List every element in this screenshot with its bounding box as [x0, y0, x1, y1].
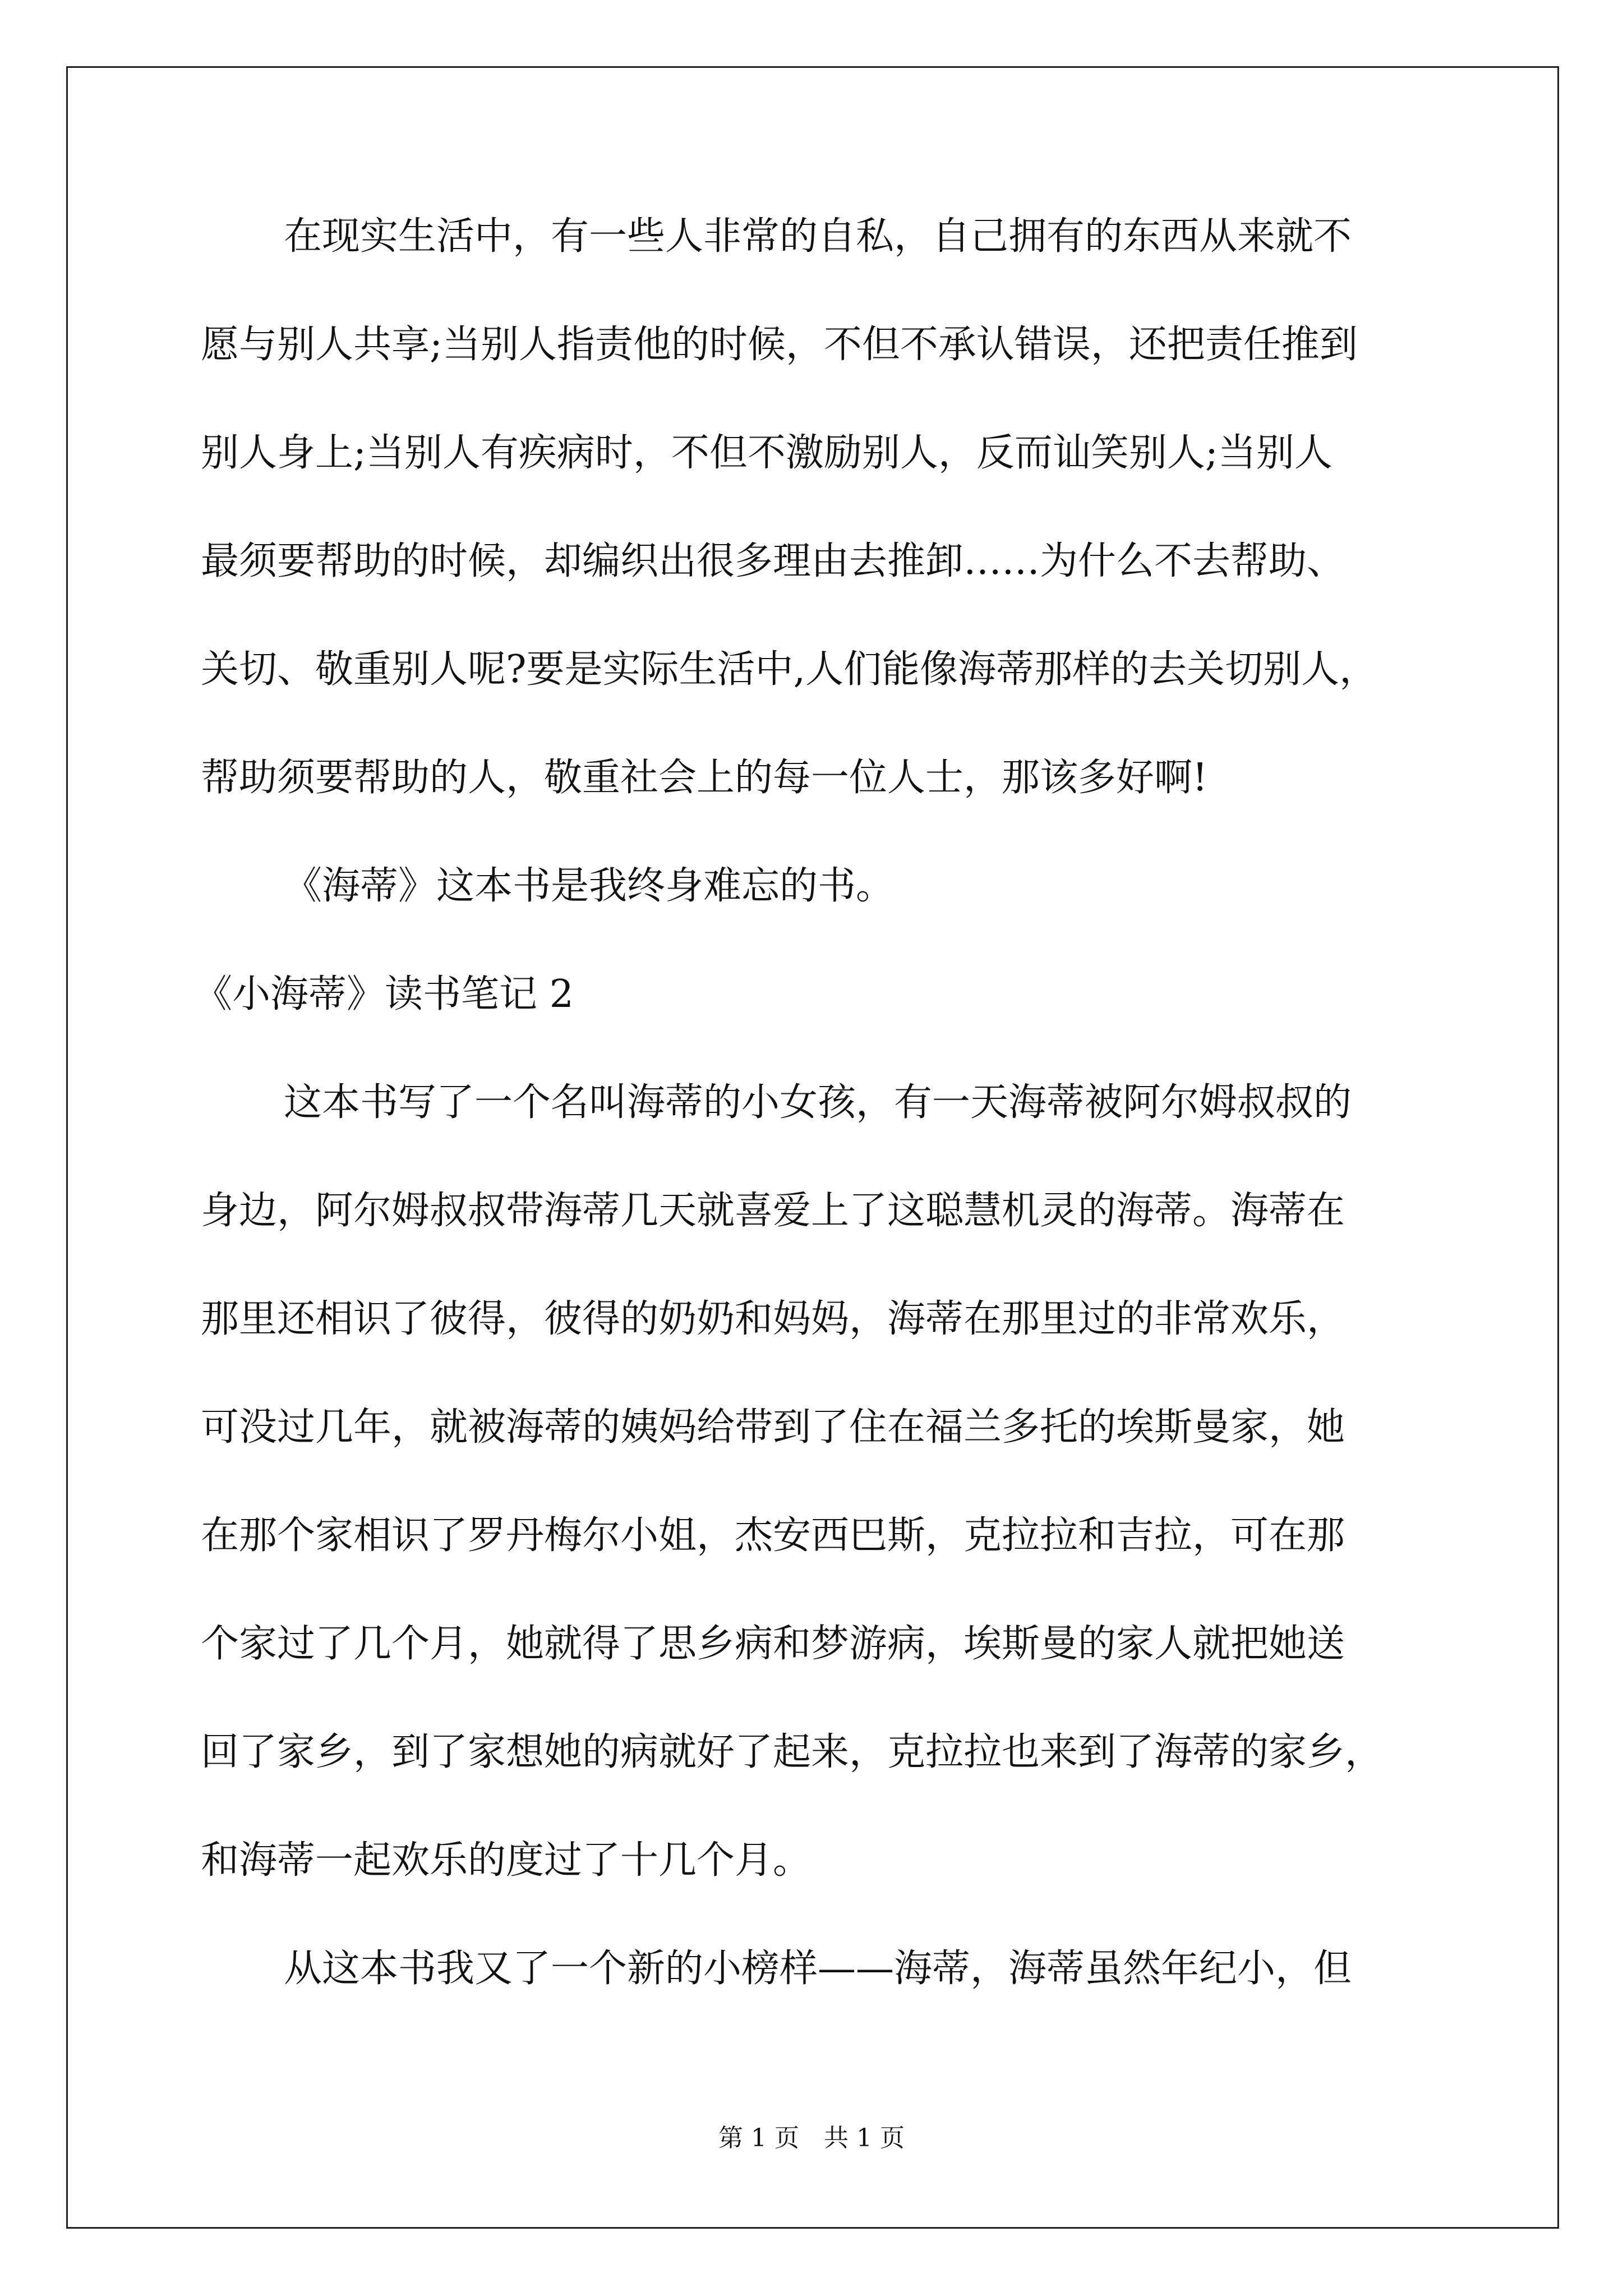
paragraph-line: 从这本书我又了一个新的小榜样——海蒂，海蒂虽然年纪小，但: [284, 1947, 1352, 1991]
paragraph-line: 那里还相识了彼得，彼得的奶奶和妈妈，海蒂在那里过的非常欢乐，: [201, 1297, 1345, 1341]
paragraph-line: 身边，阿尔姆叔叔带海蒂几天就喜爱上了这聪慧机灵的海蒂。海蒂在: [201, 1189, 1345, 1233]
paragraph-line: 可没过几年，就被海蒂的姨妈给带到了住在福兰多托的埃斯曼家，她: [201, 1405, 1345, 1450]
paragraph-line: 帮助须要帮助的人，敬重社会上的每一位人士，那该多好啊!: [201, 756, 1208, 800]
paragraph-line: 《海蒂》这本书是我终身难忘的书。: [284, 864, 895, 908]
page-border: [66, 66, 1559, 2229]
paragraph-line: 别人身上;当别人有疾病时，不但不激励别人，反而讪笑别人;当别人: [201, 431, 1332, 475]
paragraph-line: 愿与别人共享;当别人指责他的时候，不但不承认错误，还把责任推到: [201, 323, 1358, 367]
paragraph-line: 和海蒂一起欢乐的度过了十几个月。: [201, 1838, 811, 1883]
paragraph-line: 这本书写了一个名叫海蒂的小女孩，有一天海蒂被阿尔姆叔叔的: [284, 1080, 1352, 1125]
paragraph-line: 个家过了几个月，她就得了思乡病和梦游病，埃斯曼的家人就把她送: [201, 1622, 1345, 1666]
page-number-footer: 第 1 页 共 1 页: [718, 2124, 905, 2152]
paragraph-line: 回了家乡，到了家想她的病就好了起来，克拉拉也来到了海蒂的家乡，: [201, 1730, 1384, 1774]
paragraph-line: 在现实生活中，有一些人非常的自私，自己拥有的东西从来就不: [284, 214, 1352, 259]
paragraph-line: 关切、敬重别人呢?要是实际生活中,人们能像海蒂那样的去关切别人，: [201, 647, 1378, 692]
paragraph-line: 最须要帮助的时候，却编织出很多理由去推卸……为什么不去帮助、: [201, 539, 1345, 583]
section-heading: 《小海蒂》读书笔记 2: [194, 972, 574, 1016]
paragraph-line: 在那个家相识了罗丹梅尔小姐，杰安西巴斯，克拉拉和吉拉，可在那: [201, 1513, 1345, 1558]
